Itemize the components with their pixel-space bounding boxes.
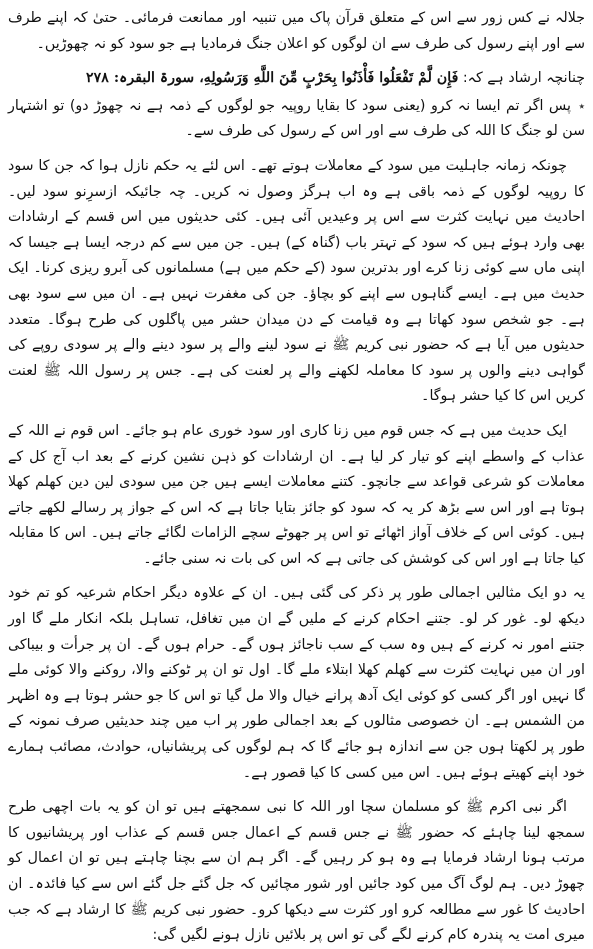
paragraph-hadith-punishment: ایک حدیث میں ہے کہ جس قوم میں زنا کاری اور سود خوری عام ہو جائے۔ اس قوم نے اللہ کے عذاب کے واسطے اپنے کو تیار کر لیا ہے۔ ان ارشادات کو ذہن نشین کرنے کے بعد اب آج کل کے معاملات کو شرعی قواعد سے جانچو۔ کتنے معاملات ایسے ہیں جن میں سودی لین دین کھلم کھلا ہوتا ہے اور اس سے بڑھ کر یہ کہ سود کو جائز بتایا جاتا ہے کہ اس کے جواز پر رسالے لکھے جاتے ہیں۔ کوئی اس کے خلاف آواز اٹھائے تو اس پر جھوٹے سچے الزامات لگائے جاتے ہیں۔ اس کا مقابلہ کیا جاتا ہے اور اس کی کوشش کی جاتی ہے کہ اس کی بات نہ سنی جائے۔ <box>8 422 585 567</box>
paragraph-intro: جلالہ نے کس زور سے اس کے متعلق قرآن پاک میں تنبیہ اور ممانعت فرمائی۔ حتیٰ کہ اپنے طرف سے اور اپنے رسول کی طرف سے ان لوگوں کو اعلان جنگ فرمادیا ہے جو سود کو نہ چھوڑیں۔ <box>8 10 585 52</box>
document-page <box>8 6 585 944</box>
quote-lead-text: چنانچہ ارشاد ہے کہ: <box>462 70 585 87</box>
paragraph-verse-translation <box>8 94 585 145</box>
paragraph-prophet-warning: اگر نبی اکرم ﷺ کو مسلمان سچا اور اللہ کا نبی سمجھتے ہیں تو ان کو یہ بات اچھی طرح سمجھ لینا چاہئے کہ حضور ﷺ نے جس قسم کے اعمال جس قسم کے عذاب اور پریشانیوں کا مرتب ہونا ارشاد فرمایا ہے وہ ہو کر رہیں گے۔ اگر ہم ان سے بچنا چاہتے ہیں تو ان اعمال کو چھوڑ دیں۔ ہم لوگ آگ میں کود جائیں اور شور مچائیں کہ جل گئے جل گئے اس سے کیا فائدہ۔ ان احادیث کا غور سے مطالعہ کرو اور کثرت سے دیکھا کرو۔ حضور نبی کریم ﷺ کا ارشاد ہے کہ جب میری امت یہ پندرہ کام کرنے لگے گی تو اس پر بلائیں نازل ہونے لگیں گی: <box>8 799 585 944</box>
paragraph-examples: یہ دو ایک مثالیں اجمالی طور پر ذکر کی گئی ہیں۔ ان کے علاوہ دیگر احکام شرعیہ کو تم خود دیکھ لو۔ غور کر لو۔ جتنے احکام کرنے کے ملیں گے ان میں تغافل، تساہل بلکہ انکار ملے گا اور جتنے امور نہ کرنے کے ہیں وہ سب کے سب ناجائز ہوں گے۔ حرام ہوں گے۔ ان پر جرأت و بیباکی اور ان میں نہایت کثرت سے کھلم کھلا ابتلاء ملے گا۔ اول تو ان پر ٹوکنے والا، روکنے والا کوئی ملے گا نہیں اور اگر کسی کو کوئی ایک آدھ پرانے خیال والا مل گیا تو اس کا جو حشر ہوتا ہے وہ اظہر من الشمس ہے۔ ان خصوصی مثالوں کے بعد اجمالی طور پر اب میں چند حدیثیں صرف نمونہ کے طور پر لکھتا ہوں جن سے اندازہ ہو جائے گا کہ ہم لوگوں کی پریشانیاں، حوادث، مصائب ہمارے خود اپنے کھیتے ہوئے ہیں۔ اس میں کسی کا کیا قصور ہے۔ <box>8 585 585 781</box>
verse-translation-text: پس اگر تم ایسا نہ کرو (یعنی سود کا بقایا روپیہ جو لوگوں کے ذمہ ہے نہ چھوڑ دو) تو اشتہار سن لو جنگ کا اللہ کی طرف سے اور اس کے رسول کی طرف سے۔ <box>8 97 585 140</box>
star-ornament-icon: ٭ <box>578 98 585 113</box>
quran-quote-line <box>8 66 585 92</box>
paragraph-jahiliyya-usury: چونکہ زمانہ جاہلیت میں سود کے معاملات ہوتے تھے۔ اس لئے یہ حکم نازل ہوا کہ جن کا سود کا روپیہ لوگوں کے ذمہ باقی ہے وہ اب ہرگز وصول نہ کریں۔ چہ جائیکہ ازسرِنو سود لیں۔ احادیث میں نہایت کثرت سے اس پر وعیدیں آئی ہیں۔ کئی حدیثوں میں اس قسم کے ارشادات بھی وارد ہوئے ہیں کہ سود کے تہتر باب (گناہ کے) ہیں۔ جن میں سے کم درجہ ایسا ہے جیسا کہ اپنی ماں سے کوئی زنا کرے اور بدترین سود (کے حکم میں ہے) مسلمانوں کی آبرو ریزی کرنا۔ ایک حدیث میں ہے۔ ایسے گناہوں سے اپنے کو بچاؤ۔ جن کی مغفرت نہیں ہے۔ ان میں سے سود بھی ہے۔ جو شخص سود کھاتا ہے وہ قیامت کے دن میدان حشر میں پاگلوں کی طرح ہوگا۔ متعدد حدیثوں میں آیا ہے کہ حضور نبی کریم ﷺ نے سود لینے والے پر سود دینے والے پر سودی روپے کی گواہی دینے والوں پر سود کا معاملہ لکھنے والے پر لعنت کی ہے۔ جس پر رسول اللہ ﷺ لعنت کریں اس کا کیا حشر ہوگا۔ <box>8 157 585 405</box>
arabic-verse-text: فَإِن لَّمْ تَفْعَلُوا فَأْذَنُوا بِحَرْبٍ مِّنَ اللَّهِ وَرَسُولِهِ، سورۃ البقرہ: ۲۷۸ <box>86 70 459 87</box>
